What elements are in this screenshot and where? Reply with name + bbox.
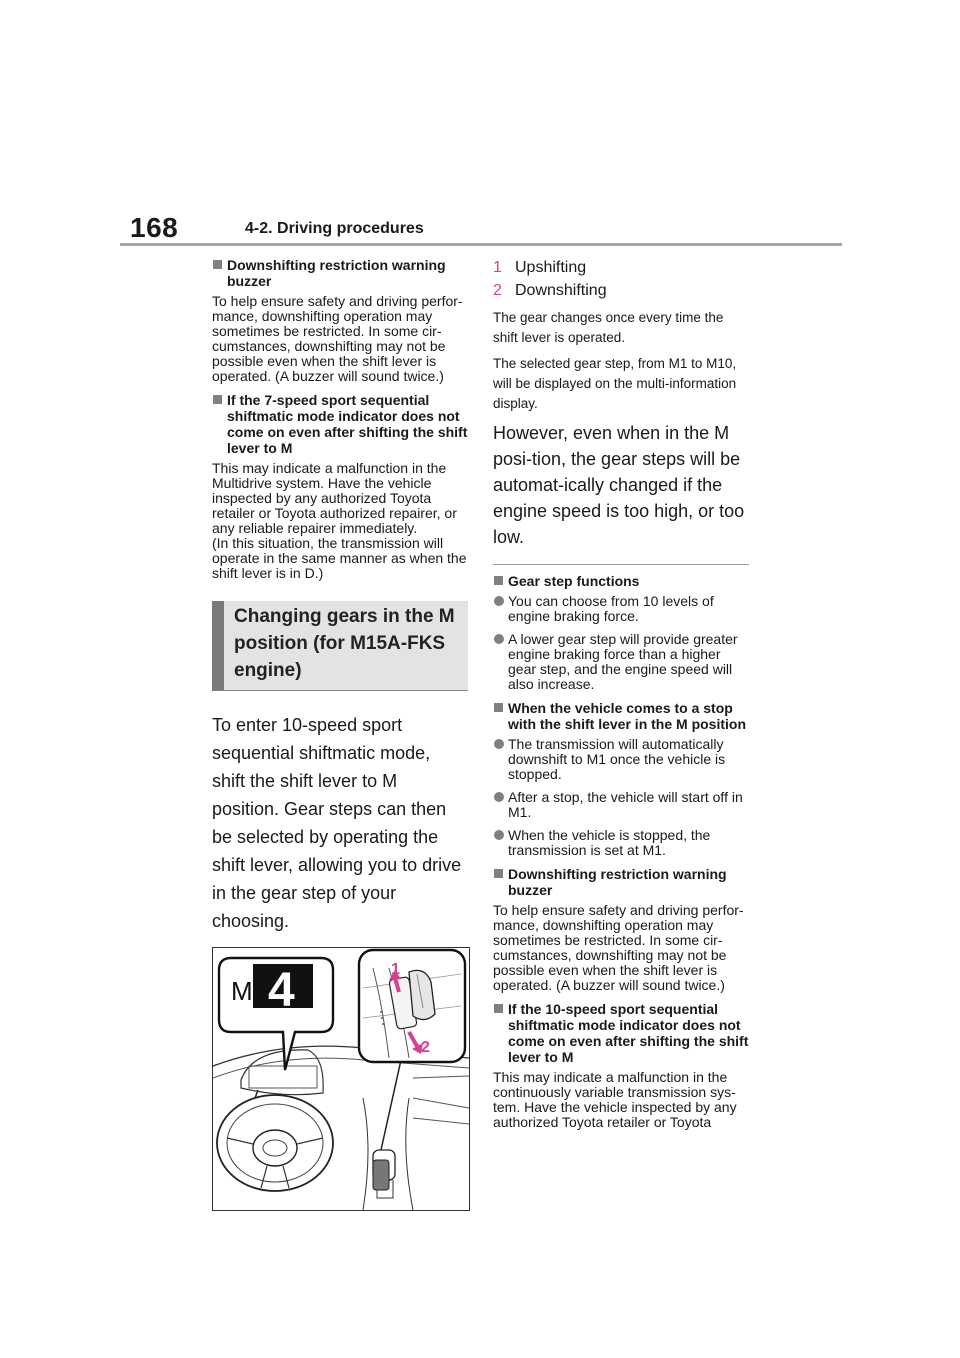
- subheading-10speed-indicator: If the 10-speed sport sequential shiftmatic mode indicator does not come on even after shifting the shift lever to M: [493, 1001, 749, 1065]
- subheading-gear-step-functions: Gear step functions: [493, 573, 749, 589]
- bullet-item: When the vehicle is stopped, the transmission is set at M1.: [493, 828, 749, 858]
- subheading-vehicle-stop: When the vehicle comes to a stop with the shift lever in the M position: [493, 700, 749, 732]
- paragraph-gear-display: The selected gear step, from M1 to M10, will be displayed on the multi-information display.: [493, 356, 737, 411]
- gear-indicator-m: M: [231, 976, 253, 1006]
- page-number: 168: [130, 212, 179, 243]
- bullet-item: The transmission will automatically downshift to M1 once the vehicle is stopped.: [493, 737, 749, 782]
- cockpit-drawing: [213, 948, 469, 1210]
- item-label: Upshifting: [515, 259, 587, 276]
- square-marker-icon: [494, 576, 503, 585]
- paragraph-downshift-buzzer-2: To help ensure safety and driving perfor-mance, downshifting operation may sometimes be restricted. In some cir-cumstances, downshifting may not be possible even when the shift lever is operated. (A buzzer will sound twice.): [493, 902, 744, 993]
- bullet-dot-icon: [494, 830, 504, 840]
- bullet-dot-icon: [494, 792, 504, 802]
- subheading-downshift-buzzer: Downshifting restriction warning buzzer: [212, 257, 468, 289]
- subheading-7speed-indicator: If the 7-speed sport sequential shiftmatic mode indicator does not come on even after shifting the shift lever to M: [212, 392, 468, 456]
- item-number: 2: [493, 282, 502, 299]
- square-marker-icon: [494, 869, 503, 878]
- square-marker-icon: [213, 395, 222, 404]
- section-title-box: [212, 601, 468, 691]
- paragraph-automatic-change: However, even when in the M posi-tion, the gear steps will be automat-ically changed if the engine speed is too high, or too low.: [493, 423, 745, 547]
- bullet-dot-icon: [494, 596, 504, 606]
- left-column: [212, 257, 468, 1211]
- subheading-downshift-buzzer-2: Downshifting restriction warning buzzer: [493, 866, 749, 898]
- square-marker-icon: [494, 703, 503, 712]
- item-label: Downshifting: [515, 282, 607, 299]
- shift-lever-illustration: [212, 947, 470, 1211]
- list-item-downshifting: [493, 280, 749, 302]
- bullet-item: You can choose from 10 levels of engine braking force.: [493, 594, 749, 624]
- divider: [493, 564, 749, 565]
- intro-paragraph: To enter 10-speed sport sequential shiftmatic mode, shift the shift lever to M position. Gear steps can then be selected by operating the shift lever, allowing you to drive in the gear step of your choosing.: [212, 715, 462, 931]
- paragraph-transmission-note: (In this situation, the transmission will operate in the same manner as when the shift lever is in D.): [212, 535, 467, 581]
- header-rule: [120, 243, 842, 246]
- gear-indicator-number: 4: [268, 964, 295, 1017]
- bullet-dot-icon: [494, 739, 504, 749]
- section-header: 4-2. Driving procedures: [245, 220, 424, 237]
- bullet-dot-icon: [494, 634, 504, 644]
- list-item-upshifting: [493, 257, 749, 279]
- paragraph-malfunction: This may indicate a malfunction in the Multidrive system. Have the vehicle inspected by any authorized Toyota retailer or Toyota authorized repairer, or any reliable repairer immediately.: [212, 460, 457, 536]
- square-marker-icon: [494, 1004, 503, 1013]
- square-marker-icon: [213, 260, 222, 269]
- paragraph-downshift-buzzer: To help ensure safety and driving perfor-mance, downshifting operation may sometimes be restricted. In some cir-cumstances, downshifting may not be possible even when the shift lever is operated. (A buzzer will sound twice.): [212, 293, 463, 384]
- callout-number-1: 1: [391, 961, 400, 978]
- bullet-item: After a stop, the vehicle will start off in M1.: [493, 790, 749, 820]
- item-number: 1: [493, 259, 502, 276]
- callout-number-2: 2: [421, 1039, 430, 1056]
- section-title: Changing gears in the M position (for M15A-FKS engine): [234, 606, 455, 681]
- paragraph-gear-changes: The gear changes once every time the shift lever is operated.: [493, 310, 724, 345]
- paragraph-cvt-malfunction: This may indicate a malfunction in the continuously variable transmission sys-tem. Have the vehicle inspected by any authorized Toyota retailer or Toyota: [493, 1069, 737, 1130]
- bullet-item: A lower gear step will provide greater engine braking force than a higher gear step, and the engine speed will also increase.: [493, 632, 749, 692]
- right-column: [493, 257, 749, 1138]
